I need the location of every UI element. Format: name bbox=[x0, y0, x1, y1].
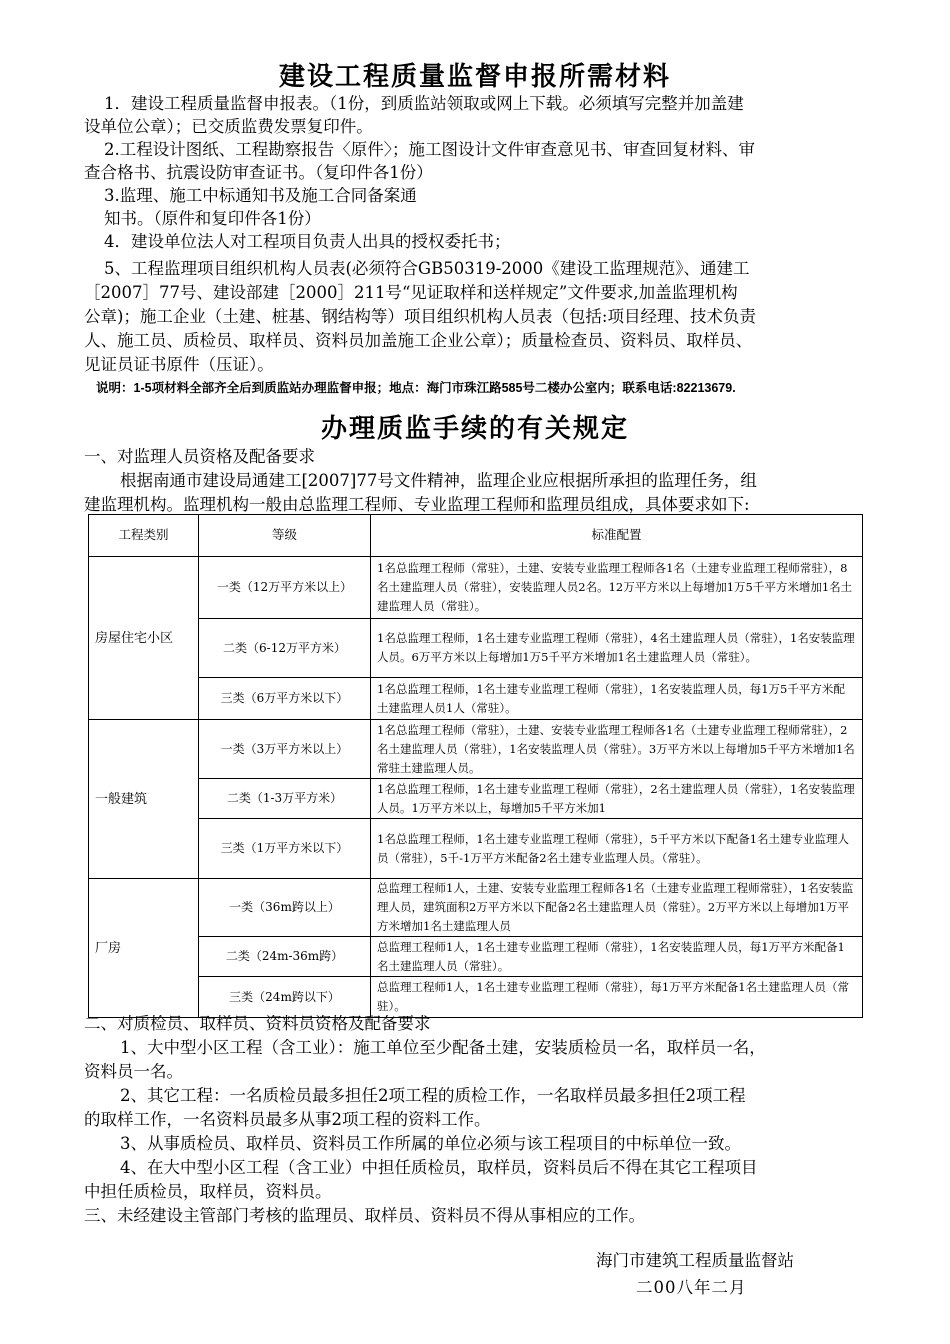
section2-line-1: 1、大中型小区工程（含工业）：施工单位至少配备土建，安装质检员一名，取样员一名， bbox=[120, 1038, 766, 1057]
category-cell: 一般建筑 bbox=[89, 720, 199, 879]
title-regulations: 办理质监手续的有关规定 bbox=[320, 414, 629, 444]
materials-line-8: 5、工程监理项目组织机构人员表(必须符合GB50319-2000《建设工监理规范》、通建工 bbox=[104, 259, 750, 278]
table-row bbox=[89, 879, 863, 937]
table-row bbox=[89, 557, 863, 619]
header-config: 标准配置 bbox=[371, 515, 863, 557]
materials-line-9: ［2007］77号、建设部建［2000］211号“见证取样和送样规定”文件要求,加盖监理机构 bbox=[84, 283, 738, 302]
materials-line-3: 2.工程设计图纸、工程勘察报告〈原件〉；施工图设计文件审查意见书、审查回复材料、审 bbox=[104, 140, 755, 159]
grade-cell: 二类（1-3万平方米） bbox=[199, 779, 371, 819]
section3-text: 三、未经建设主管部门考核的监理员、取样员、资料员不得从事相应的工作。 bbox=[84, 1206, 645, 1225]
grade-cell: 一类（12万平方米以上） bbox=[199, 557, 371, 619]
grade-cell: 三类（24m跨以下） bbox=[199, 977, 371, 1018]
grade-cell: 三类（6万平方米以下） bbox=[199, 678, 371, 720]
section1-para-line-1: 根据南通市建设局通建工[2007]77号文件精神，监理企业应根据所承担的监理任务，组 bbox=[120, 471, 757, 490]
table-row bbox=[89, 937, 863, 977]
materials-line-12: 见证员证书原件（压证）。 bbox=[84, 355, 274, 374]
category-cell: 房屋住宅小区 bbox=[89, 557, 199, 720]
materials-line-4: 查合格书、抗震设防审查证书。（复印件各1份） bbox=[84, 163, 433, 182]
grade-cell: 二类（24m-36m跨） bbox=[199, 937, 371, 977]
table-row bbox=[89, 819, 863, 879]
config-cell: 1名总监理工程师，1名土建专业监理工程师（常驻），4名土建监理人员（常驻），1名安装监理人员。6万平方米以上每增加1万5千平方米增加1名土建监理人员（常驻）。 bbox=[371, 619, 863, 678]
table-header-row bbox=[89, 515, 863, 557]
table-row bbox=[89, 720, 863, 779]
grade-cell: 一类（3万平方米以上） bbox=[199, 720, 371, 779]
submission-note: 说明：1-5项材料全部齐全后到质监站办理监督申报；地点：海门市珠江路585号二楼办公室内；联系电话:82213679. bbox=[96, 381, 736, 395]
materials-line-7: 4．建设单位法人对工程项目负责人出具的授权委托书； bbox=[104, 232, 511, 251]
section1-heading: 一、对监理人员资格及配备要求 bbox=[84, 447, 315, 466]
issue-date: 二00八年二月 bbox=[636, 1278, 747, 1297]
config-cell: 1名总监理工程师（常驻），土建、安装专业监理工程师各1名（土建专业监理工程师常驻），2名土建监理人员（常驻），1名安装监理人员（常驻）。3万平方米以上每增加5千平方米增加1名常驻土建监理人员。 bbox=[371, 720, 863, 779]
materials-line-6: 知书。（原件和复印件各1份） bbox=[104, 209, 321, 228]
config-cell: 总监理工程师1人，土建、安装专业监理工程师各1名（土建专业监理工程师常驻），1名安装监理人员，建筑面积2万平方米以下配备2名土建监理人员（常驻）。2万平方米以上每增加1万平方米增加1名土建监理人员 bbox=[371, 879, 863, 937]
header-grade: 等级 bbox=[199, 515, 371, 557]
table-row bbox=[89, 779, 863, 819]
grade-cell: 三类（1万平方米以下） bbox=[199, 819, 371, 879]
materials-line-5: 3.监理、施工中标通知书及施工合同备案通 bbox=[104, 186, 417, 205]
config-cell: 1名总监理工程师，1名土建专业监理工程师（常驻），1名安装监理人员，每1万5千平方米配土建监理人员1人（常驻）。 bbox=[371, 678, 863, 720]
section1-para-line-2: 建监理机构。监理机构一般由总监理工程师、专业监理工程师和监理员组成，具体要求如下: bbox=[84, 495, 750, 514]
header-category: 工程类别 bbox=[89, 515, 199, 557]
section2-line-6: 4、在大中型小区工程（含工业）中担任质检员，取样员，资料员后不得在其它工程项目 bbox=[120, 1158, 758, 1177]
materials-line-10: 公章)；施工企业（土建、桩基、钢结构等）项目组织机构人员表（包括:项目经理、技术负责 bbox=[84, 307, 756, 326]
staffing-standard-table bbox=[88, 514, 863, 1018]
table-row bbox=[89, 619, 863, 678]
config-cell: 1名总监理工程师，1名土建专业监理工程师（常驻），2名土建监理人员（常驻），1名安装监理人员。1万平方米以上，每增加5千平方米加1 bbox=[371, 779, 863, 819]
materials-line-2: 设单位公章）；已交质监费发票复印件。 bbox=[84, 117, 373, 136]
issuing-organization: 海门市建筑工程质量监督站 bbox=[596, 1251, 794, 1270]
section2-heading: 二、对质检员、取样员、资料员资格及配备要求 bbox=[84, 1014, 431, 1033]
config-cell: 1名总监理工程师，1名土建专业监理工程师（常驻），5千平方米以下配备1名土建专业监理人员（常驻），5千-1万平方米配备2名土建专业监理人员。（常驻）。 bbox=[371, 819, 863, 879]
config-cell: 总监理工程师1人，1名土建专业监理工程师（常驻），每1万平方米配备1名土建监理人员（常驻）。 bbox=[371, 977, 863, 1018]
grade-cell: 一类（36m跨以上） bbox=[199, 879, 371, 937]
config-cell: 总监理工程师1人，1名土建专业监理工程师（常驻），1名安装监理人员，每1万平方米配备1名土建监理人员（常驻）。 bbox=[371, 937, 863, 977]
materials-line-1: 1．建设工程质量监督申报表。（1份，到质监站领取或网上下载。必须填写完整并加盖建 bbox=[104, 94, 744, 113]
section2-line-3: 2、其它工程：一名质检员最多担任2项工程的质检工作，一名取样员最多担任2项工程 bbox=[120, 1086, 746, 1105]
section2-line-4: 的取样工作，一名资料员最多从事2项工程的资料工作。 bbox=[84, 1110, 491, 1129]
materials-line-11: 人、施工员、质检员、取样员、资料员加盖施工企业公章）；质量检查员、资料员、取样员、 bbox=[84, 331, 753, 350]
title-materials: 建设工程质量监督申报所需材料 bbox=[278, 62, 671, 92]
config-cell: 1名总监理工程师（常驻），土建、安装专业监理工程师各1名（土建专业监理工程师常驻），8名土建监理人员（常驻），安装监理人员2名。12万平方米以上每增加1万5千平方米增加1名土建监理人员（常驻）。 bbox=[371, 557, 863, 619]
section2-line-2: 资料员一名。 bbox=[84, 1062, 183, 1081]
category-cell: 厂房 bbox=[89, 879, 199, 1018]
section2-line-5: 3、从事质检员、取样员、资料员工作所属的单位必须与该工程项目的中标单位一致。 bbox=[120, 1134, 741, 1153]
section2-line-7: 中担任质检员，取样员，资料员。 bbox=[84, 1182, 332, 1201]
grade-cell: 二类（6-12万平方米） bbox=[199, 619, 371, 678]
table-row bbox=[89, 678, 863, 720]
